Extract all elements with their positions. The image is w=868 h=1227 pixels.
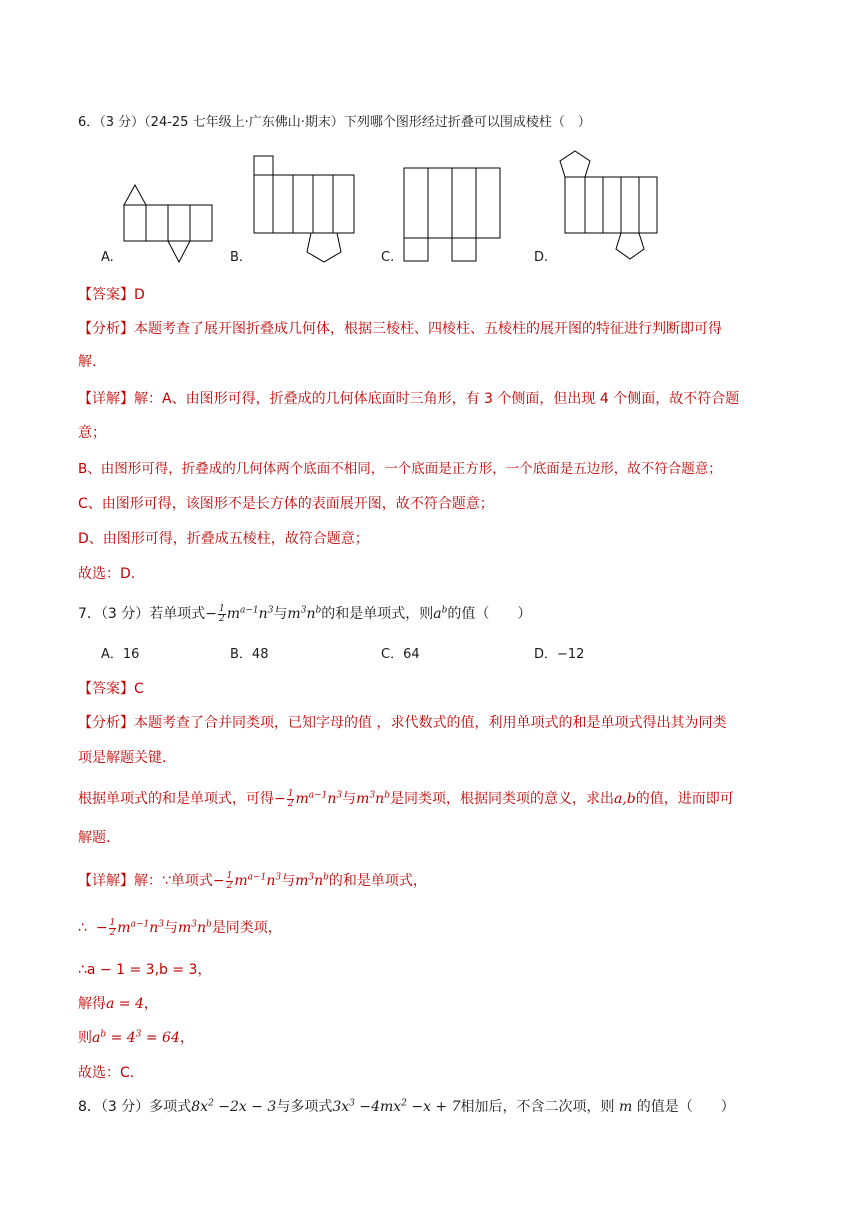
q6-detail-line-1 [78, 389, 739, 409]
figure-c [400, 164, 506, 266]
option-a-label: A. [101, 250, 114, 265]
polynomial-2: $3x^3 -4mx^2 -x + 7$ [332, 1098, 461, 1115]
q7-option-a: A．16 [101, 647, 140, 662]
q7-analysis-line-4: 解题. [78, 830, 111, 846]
q6-detail-line-2: 意； [78, 425, 106, 441]
q7-option-b: B．48 [230, 647, 269, 662]
q8-stem: 8．（3 分）多项式$8x^2 -2x - 3$与多项式$3x^3 -4mx^2 -x + 7$相加后，不含二次项，则 m 的值是（ ） [78, 1098, 735, 1115]
option-d-label: D. [534, 250, 549, 265]
q7-option-d: D．−12 [534, 647, 585, 662]
q7-conclusion: 故选：C. [78, 1065, 135, 1081]
figure-d [558, 146, 662, 266]
q7-detail-line-5: 则$a^b = 4^3 = 64$， [78, 1029, 194, 1046]
figure-a [120, 180, 220, 266]
analysis-tag: 【分析】 [78, 321, 134, 337]
monomial-1: − $\frac{1}{2}$ $m^{a-1}n^3$ [205, 603, 274, 624]
polynomial-1: $8x^2 -2x - 3$ [191, 1098, 277, 1115]
q6-stem: 6．（3 分）（24-25 七年级上·广东佛山·期末）下列哪个图形经过折叠可以围成棱柱（ ） [78, 115, 591, 130]
monomial-2: $m^3n^b$ [287, 605, 322, 622]
q7-stem: 7．（3 分）若单项式− $\frac{1}{2}$ $m^{a-1}n^3$与$m^3n^b$的和是单项式，则$a^b$的值（ ） [78, 603, 532, 624]
q6-detail-line-3: B、由图形可得，折叠成的几何体两个底面不相同，一个底面是正方形，一个底面是五边形，故不符合题意； [78, 461, 722, 477]
answer-value: D [134, 287, 145, 303]
q7-answer: 【答案】C [78, 681, 144, 697]
option-b-label: B. [230, 250, 244, 265]
figure-b [250, 152, 360, 266]
option-c-label: C. [381, 250, 395, 265]
detail-tag: 【详解】 [78, 391, 134, 407]
answer-tag: 【答案】 [78, 287, 134, 303]
analysis-text: 本题考查了展开图折叠成几何体，根据三棱柱、四棱柱、五棱柱的展开图的特征进行判断即可得 [134, 321, 722, 337]
q6-analysis-line-1 [78, 319, 722, 339]
q7-analysis-line-3: 根据单项式的和是单项式，可得− $\frac{1}{2}$ $m^{a-1}n^3$与$m^3n^b$是同类项，根据同类项的意义，求出a,b的值，进而即可 [78, 788, 734, 809]
q7-analysis-line-2: 项是解题关键. [78, 750, 167, 766]
q7-detail-line-3: ∴a − 1 = 3,b = 3， [78, 962, 212, 978]
q7-detail-line-1: 【详解】解：∵单项式− $\frac{1}{2}$ $m^{a-1}n^3$与$m^3n^b$的和是单项式， [78, 870, 427, 891]
q6-conclusion: 故选：D. [78, 566, 136, 582]
q7-detail-line-2: ∴ − $\frac{1}{2}$ $m^{a-1}n^3$与$m^3n^b$是同类项， [78, 917, 282, 938]
q6-detail-line-5: D、由图形可得，折叠成五棱柱，故符合题意； [78, 531, 369, 547]
q6-analysis-line-2: 解. [78, 354, 97, 370]
q6-detail-line-4: C、由图形可得，该图形不是长方体的表面展开图，故不符合题意； [78, 496, 494, 512]
q6-answer [78, 285, 145, 305]
expr-a-pow-b: $a^b$ [433, 605, 448, 622]
q7-analysis-line-1: 【分析】本题考查了合并同类项，已知字母的值 ，求代数式的值，利用单项式的和是单项式得出其为同类 [78, 715, 727, 731]
q7-detail-line-4: 解得a = 4， [78, 996, 158, 1012]
q7-option-c: C．64 [381, 647, 420, 662]
detail-text: 解：A、由图形可得，折叠成的几何体底面时三角形，有 3 个侧面，但出现 4 个侧面，故不符合题 [134, 391, 740, 407]
